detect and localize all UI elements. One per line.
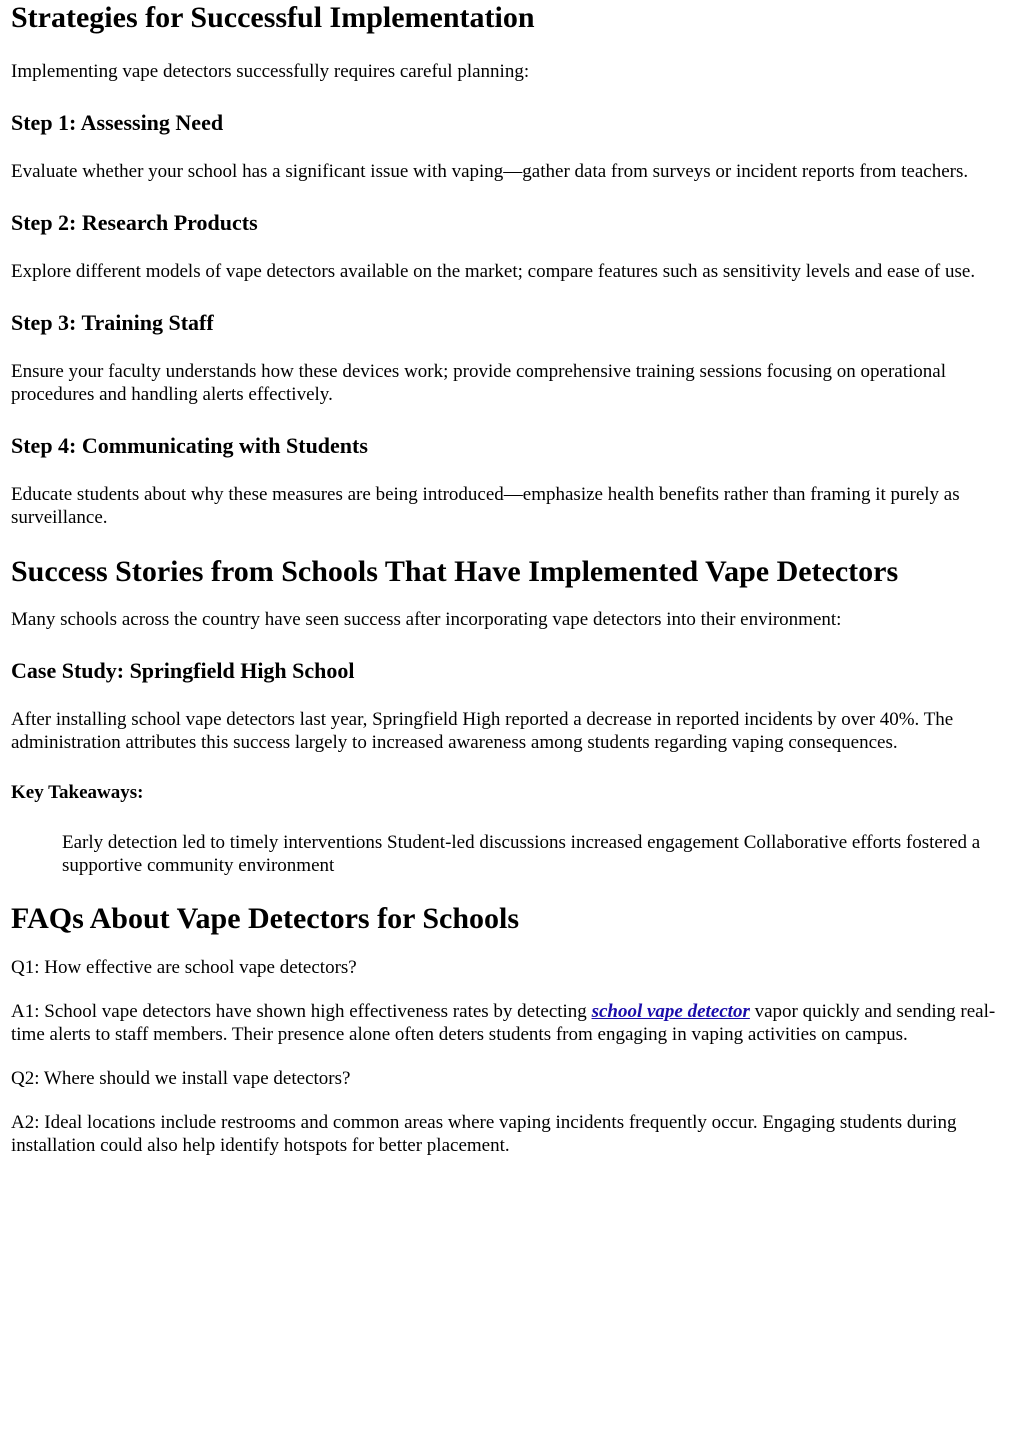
strategies-heading: Strategies for Successful Implementation [11, 1, 535, 34]
step-2-title: Step 2: Research Products [11, 210, 258, 235]
step-4-title: Step 4: Communicating with Students [11, 433, 368, 458]
key-takeaways-title: Key Takeaways: [11, 782, 144, 803]
step-1-title: Step 1: Assessing Need [11, 110, 224, 135]
key-takeaways-list: Early detection led to timely interventions Student-led discussions increased engagement Collaborative efforts fostered a supportive community environment [62, 832, 981, 876]
step-3-title: Step 3: Training Staff [11, 310, 214, 335]
success-heading: Success Stories from Schools That Have Implemented Vape Detectors [11, 555, 899, 588]
faq-question-2: Q2: Where should we install vape detectors? [11, 1068, 351, 1089]
step-2-text: Explore different models of vape detectors available on the market; compare features such as sensitivity levels and ease of use. [11, 261, 976, 282]
faq-answer-2: A2: Ideal locations include restrooms and common areas where vaping incidents frequently occur. Engaging students during installation could also help identify hotspots for better placement. [11, 1112, 957, 1156]
school-vape-detector-link[interactable]: school vape detector [591, 1001, 750, 1022]
success-intro: Many schools across the country have seen success after incorporating vape detectors into their environment: [11, 609, 842, 630]
faq-answer-1 [11, 1000, 1013, 1046]
faq-answer-1-rest: vapor quickly and sending real-time alerts to staff members. Their presence alone often deters students from engaging in vaping activities on campus. [11, 1001, 996, 1045]
case-study-title: Case Study: Springfield High School [11, 658, 355, 683]
faqs-heading: FAQs About Vape Detectors for Schools [11, 902, 520, 935]
step-1-text: Evaluate whether your school has a significant issue with vaping—gather data from surveys or incident reports from teachers. [11, 161, 969, 182]
strategies-intro: Implementing vape detectors successfully requires careful planning: [11, 61, 530, 82]
step-3-text: Ensure your faculty understands how these devices work; provide comprehensive training sessions focusing on operational procedures and handling alerts effectively. [11, 361, 946, 405]
step-4-text: Educate students about why these measures are being introduced—emphasize health benefits rather than framing it purely as surveillance. [11, 484, 960, 528]
faq-question-1: Q1: How effective are school vape detectors? [11, 957, 357, 978]
faq-answer-1-lead: A1: School vape detectors have shown high effectiveness rates by detecting [11, 1001, 592, 1022]
case-study-text: After installing school vape detectors last year, Springfield High reported a decrease in reported incidents by over 40%. The administration attributes this success largely to increased awareness among students regarding vaping consequences. [11, 709, 954, 753]
